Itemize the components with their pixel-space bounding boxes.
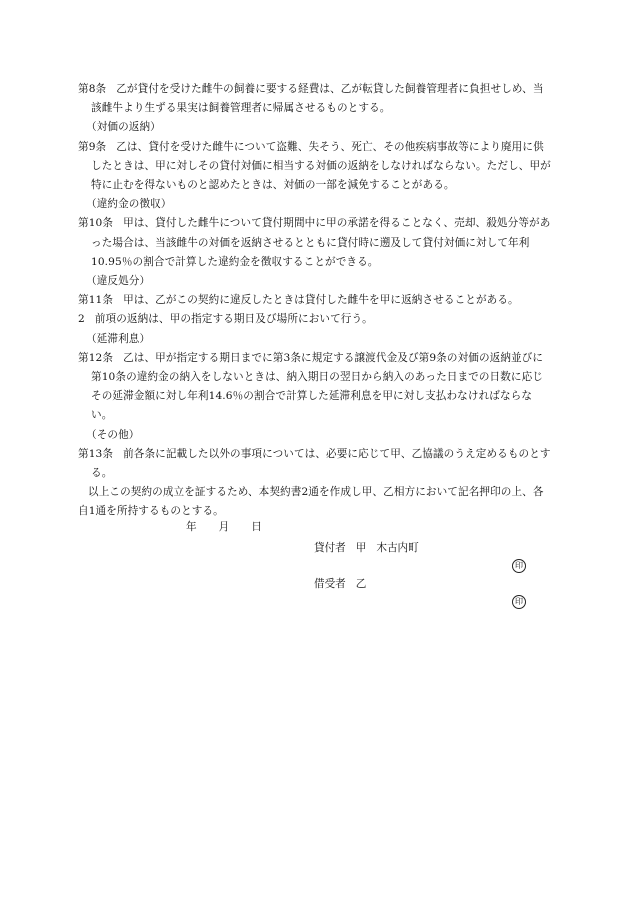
- article-text: 甲は、貸付した雌牛について貸付期間中に甲の承諾を得ることなく、売却、殺処分等があった場合は、当該雌牛の対価を返納させるとともに貸付時に遡及して貸付対価に対して年利10.95％の割合で計算した違約金を徴収することができる。: [91, 217, 551, 268]
- date-month: 月: [218, 521, 230, 533]
- article-7: [78, 310, 553, 329]
- date-day: 日: [251, 521, 262, 533]
- contract-body: [78, 80, 553, 522]
- article-heading: （その他）: [86, 428, 140, 441]
- article-number: 第13条: [78, 447, 114, 460]
- article-number: 第12条: [78, 351, 114, 364]
- article-heading: （対価の返納）: [86, 121, 161, 134]
- date-year: 年: [186, 521, 197, 533]
- lender-label: 貸付者: [314, 542, 346, 554]
- borrower-party: 乙: [355, 578, 367, 590]
- article-number: 第11条: [78, 294, 114, 307]
- article-4: [78, 214, 553, 272]
- lender-name: 木古内町: [376, 542, 419, 554]
- lender-line: [314, 540, 419, 556]
- date-line: [186, 519, 262, 535]
- article-0: [78, 80, 553, 118]
- article-heading: （違反処分）: [86, 275, 151, 288]
- closing-paragraph: 以上この契約の成立を証するため、本契約書2通を作成し甲、乙相方において記名押印の上、各自1通を所持するものとする。: [78, 486, 544, 518]
- borrower-line: [314, 576, 366, 592]
- article-text: 乙は、甲が指定する期日までに第3条に規定する譲渡代金及び第9条の対価の返納並びに第10条の違約金の納入をしないときは、納入期日の翌日から納入のあった日までの日数に応じその延滞金額に対し年利14.6％の割合で計算した延滞利息を甲に対し支払わなければならない。: [91, 351, 544, 422]
- article-6: [78, 291, 553, 310]
- article-11: [78, 445, 553, 483]
- lender-seal-icon: 印: [512, 559, 526, 573]
- borrower-label: 借受者: [314, 578, 346, 590]
- article-text: 乙が貸付を受けた雌牛の飼養に要する経費は、乙が転貸した飼養管理者に負担せしめ、当該雌牛より生ずる果実は飼養管理者に帰属させるものとする。: [91, 83, 544, 115]
- article-number: 第10条: [78, 217, 114, 230]
- article-text: 前項の返納は、甲の指定する期日及び場所において行う。: [94, 313, 373, 326]
- borrower-seal-icon: 印: [512, 595, 526, 609]
- article-number: 2: [78, 313, 85, 326]
- article-heading: （違約金の徴収）: [86, 198, 172, 211]
- article-number: 第9条: [78, 140, 107, 153]
- article-number: 第8条: [78, 83, 107, 95]
- article-text: 甲は、乙がこの契約に違反したときは貸付した雌牛を甲に返納させることがある。: [123, 294, 519, 307]
- article-2: [78, 138, 553, 196]
- article-text: 乙は、貸付を受けた雌牛について盗難、失そう、死亡、その他疾病事故等により廃用に供したときは、甲に対しその貸付対価に相当する対価の返納をしなければならない。ただし、甲が特に止むを得ないものと認めたときは、対価の一部を減免することがある。: [91, 140, 551, 192]
- lender-party: 甲: [355, 542, 367, 554]
- article-heading: （延滞利息）: [86, 332, 151, 345]
- article-9: [78, 349, 553, 426]
- article-text: 前各条に記載した以外の事項については、必要に応じて甲、乙協議のうえ定めるものとする。: [91, 447, 551, 480]
